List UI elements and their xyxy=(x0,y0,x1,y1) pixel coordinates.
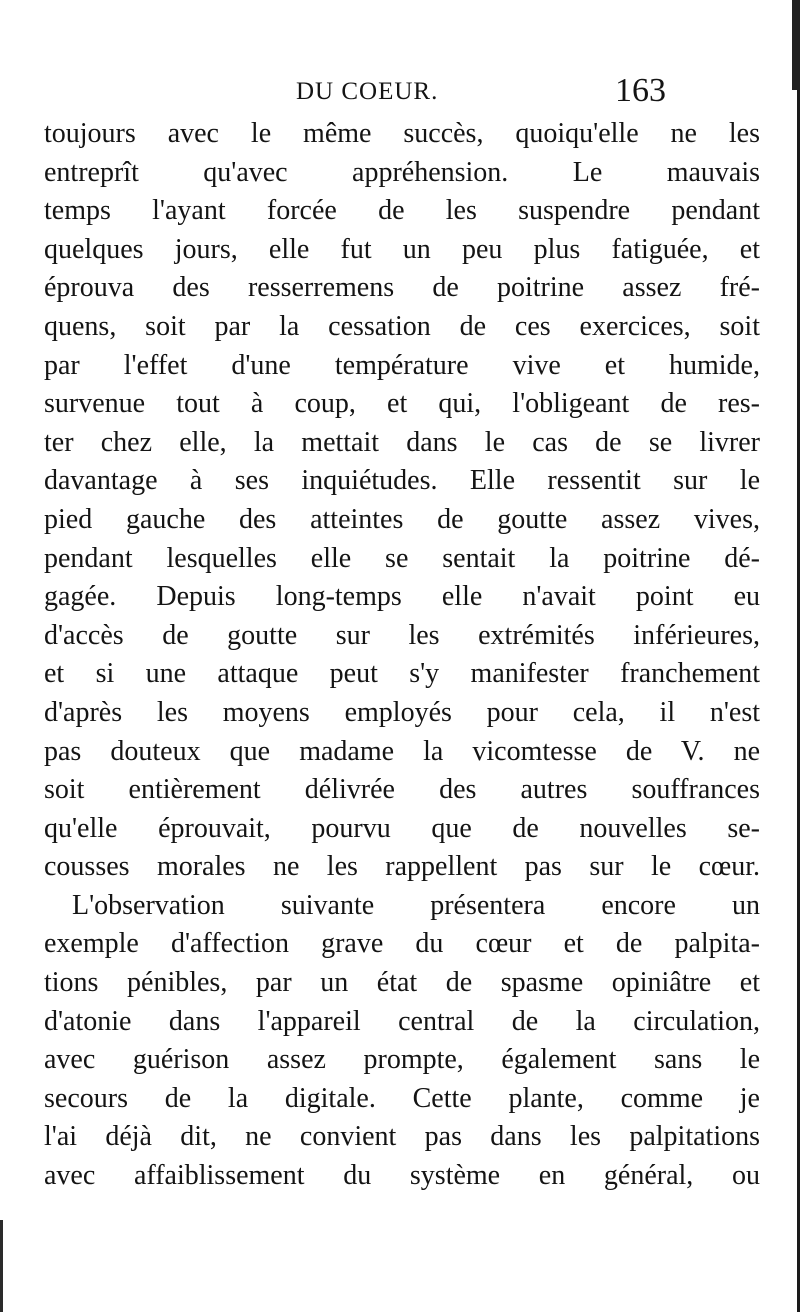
text-line: survenue tout à coup, et qui, l'obligeant de res- xyxy=(44,388,760,420)
text-line: avec guérison assez prompte, également sans le xyxy=(44,1044,760,1076)
text-line: exemple d'affection grave du cœur et de palpita- xyxy=(44,928,760,960)
text-line: et si une attaque peut s'y manifester franchement xyxy=(44,658,760,690)
text-line: pendant lesquelles elle se sentait la poitrine dé- xyxy=(44,542,760,574)
text-line: soit entièrement délivrée des autres souffrances xyxy=(44,774,760,806)
text-line: tions pénibles, par un état de spasme opiniâtre et xyxy=(44,967,760,999)
text-line: davantage à ses inquiétudes. Elle ressentit sur le xyxy=(44,465,760,497)
page-edge-left-shadow xyxy=(0,1220,3,1312)
text-line: d'atonie dans l'appareil central de la circulation, xyxy=(44,1005,760,1037)
text-line: quens, soit par la cessation de ces exercices, soit xyxy=(44,310,760,342)
text-line: toujours avec le même succès, quoiqu'elle ne les xyxy=(44,118,760,149)
text-line: l'ai déjà dit, ne convient pas dans les palpitations xyxy=(44,1121,760,1153)
text-line: cousses morales ne les rappellent pas sur le cœur. xyxy=(44,851,760,883)
text-line: d'après les moyens employés pour cela, il n'est xyxy=(44,696,760,728)
text-line: ter chez elle, la mettait dans le cas de se livrer xyxy=(44,426,760,458)
text-line: secours de la digitale. Cette plante, comme je xyxy=(44,1082,760,1114)
text-line: par l'effet d'une température vive et humide, xyxy=(44,349,760,381)
running-header xyxy=(296,72,666,116)
running-title: DU COEUR. xyxy=(296,78,439,105)
text-line: temps l'ayant forcée de les suspendre pendant xyxy=(44,195,760,227)
page-number: 163 xyxy=(615,72,666,109)
paragraph-start-line: L'observation suivante présentera encore un xyxy=(72,889,760,921)
text-line: qu'elle éprouvait, pourvu que de nouvelles se- xyxy=(44,812,760,844)
body-text xyxy=(44,115,760,1196)
text-line: d'accès de goutte sur les extrémités inférieures, xyxy=(44,619,760,651)
text-line: avec affaiblissement du système en général, ou xyxy=(44,1160,760,1192)
text-line: quelques jours, elle fut un peu plus fatiguée, et xyxy=(44,233,760,265)
text-line: entreprît qu'avec appréhension. Le mauvais xyxy=(44,156,760,188)
text-line: pied gauche des atteintes de goutte assez vives, xyxy=(44,503,760,535)
text-line: éprouva des resserremens de poitrine assez fré- xyxy=(44,272,760,304)
page-edge-dark-corner xyxy=(792,0,800,90)
text-line: pas douteux que madame la vicomtesse de V. ne xyxy=(44,735,760,767)
text-line: gagée. Depuis long-temps elle n'avait point eu xyxy=(44,581,760,613)
